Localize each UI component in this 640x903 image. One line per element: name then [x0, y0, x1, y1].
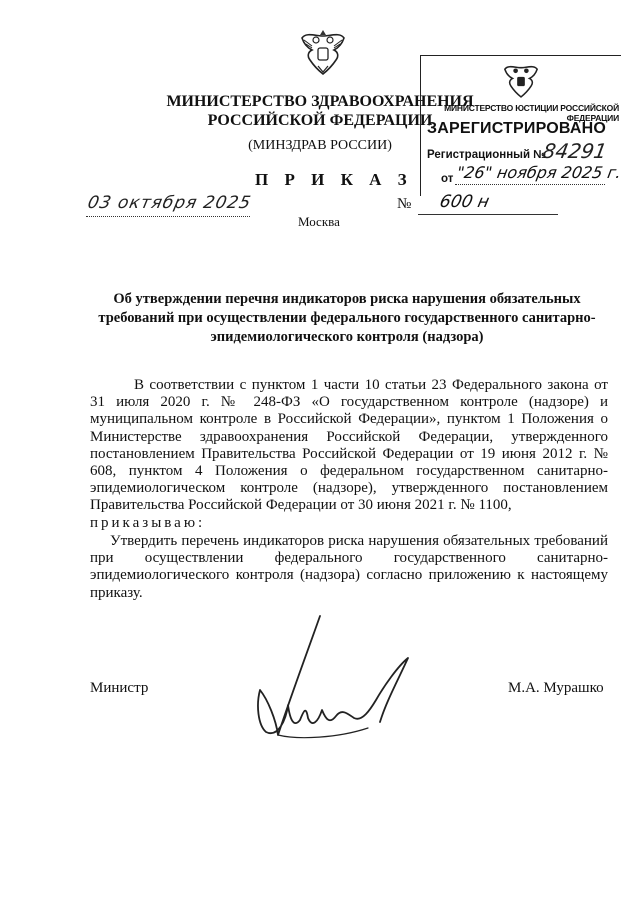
- command-word: приказываю:: [90, 514, 206, 531]
- registration-stamp: [420, 55, 621, 196]
- ministry-abbreviation: (МИНЗДРАВ РОССИИ): [248, 138, 392, 153]
- stamp-title: ЗАРЕГИСТРИРОВАНО: [427, 120, 607, 137]
- stamp-ministry: МИНИСТЕРСТВО ЮСТИЦИИ РОССИЙСКОЙ ФЕДЕРАЦИИ: [444, 103, 619, 123]
- order-number: 600 н: [437, 192, 492, 212]
- stamp-date-label: от: [441, 173, 454, 185]
- ministry-name-line2: РОССИЙСКОЙ ФЕДЕРАЦИИ: [207, 112, 433, 129]
- document-type: П Р И К А З: [255, 170, 413, 189]
- signatory-position: Министр: [90, 680, 149, 696]
- coat-of-arms-icon: [501, 60, 541, 100]
- city: Москва: [298, 214, 340, 229]
- signatory-name: М.А. Мурашко: [508, 680, 604, 696]
- body-paragraph-1: [90, 377, 608, 532]
- order-date: 03 октября 2025: [85, 193, 254, 213]
- number-underline: [418, 214, 558, 215]
- body-paragraph-2: Утвердить перечень индикаторов риска нарушения обязательных требований при осуществлении федерального государственного санитарно-эпидемиологического контроля (надзора) согласно приложению к настоящему приказу.: [90, 533, 608, 601]
- ministry-name-line1: МИНИСТЕРСТВО ЗДРАВООХРАНЕНИЯ: [166, 93, 474, 110]
- stamp-reg-label: Регистрационный №: [427, 149, 547, 161]
- order-number-label: №: [397, 196, 412, 212]
- paragraph-1-text: В соответствии с пунктом 1 части 10 статьи 23 Федерального закона от 31 июля 2020 г. № 248-ФЗ «О государственном контроле (надзоре) и муниципальном контроле в Российской Федерации», пунктом 1 Положения о Министерстве здравоохранения Российской Федерации, утвержденного постановлением Правительства Российской Федерации от 19 июня 2012 г. № 608, пунктом 4 Положения о федеральном государственном санитарно-эпидемиологическом контроле (надзоре), утвержденного постановлением Правительства Российской Федерации от 30 июня 2021 г. № 1100,: [90, 377, 608, 514]
- handwritten-signature: [238, 610, 418, 750]
- document-title: Об утверждении перечня индикаторов риска нарушения обязательных требований при осуществлении федерального государственного санитарно-эпидемиологического контроля (надзора): [98, 291, 596, 345]
- stamp-date-value: "26" ноября 2025 г.: [455, 163, 623, 182]
- date-underline: [86, 216, 250, 217]
- stamp-date-underline: [455, 184, 605, 185]
- coat-of-arms-icon: [298, 26, 348, 78]
- stamp-reg-number: 84291: [540, 139, 609, 163]
